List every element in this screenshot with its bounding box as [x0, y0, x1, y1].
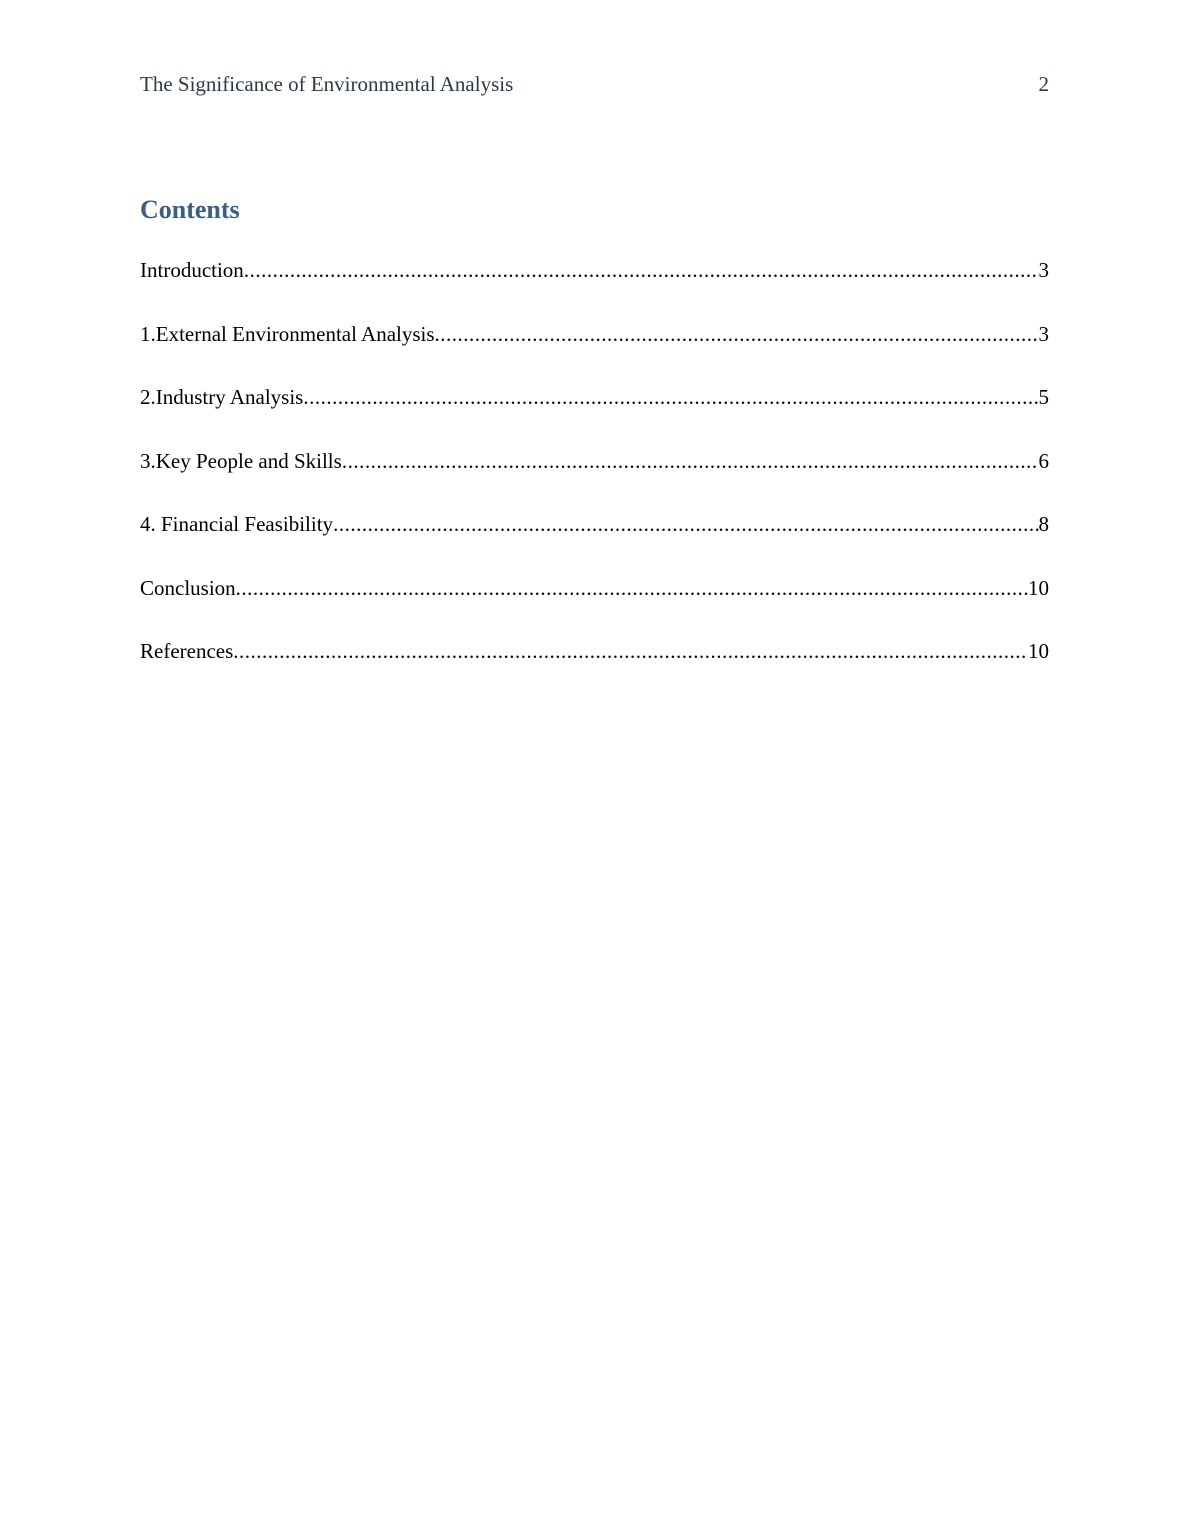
toc-entry-conclusion[interactable]	[140, 574, 1049, 638]
page-number: 2	[1038, 72, 1049, 96]
toc-entry-page: 10	[1028, 575, 1049, 600]
toc-entry-label: 4. Financial Feasibility	[140, 512, 334, 536]
toc-entry-page: 8	[1038, 512, 1049, 536]
toc-dot-leader	[244, 256, 1039, 284]
toc-entry-page: 10	[1028, 639, 1049, 663]
toc-dot-leader	[303, 383, 1038, 411]
toc-entry-page: 5	[1038, 385, 1049, 409]
toc-entry-page: 6	[1038, 448, 1049, 473]
running-header	[140, 70, 1049, 98]
toc-dot-leader	[342, 447, 1039, 475]
toc-entry-label: 1.External Environmental Analysis	[140, 321, 435, 346]
toc-entry-introduction[interactable]	[140, 256, 1049, 320]
table-of-contents	[140, 256, 1049, 701]
toc-entry-label: Conclusion	[140, 575, 236, 600]
toc-heading: Contents	[140, 195, 240, 224]
toc-entry-external-environmental-analysis[interactable]	[140, 320, 1049, 384]
toc-entry-page: 3	[1038, 321, 1049, 346]
toc-entry-label: 2.Industry Analysis	[140, 385, 304, 409]
toc-entry-financial-feasibility[interactable]	[140, 510, 1049, 574]
toc-entry-label: References	[140, 639, 234, 663]
toc-entry-label: 3.Key People and Skills	[140, 448, 342, 473]
toc-dot-leader	[236, 574, 1028, 602]
toc-entry-label: Introduction	[140, 258, 244, 282]
toc-dot-leader	[333, 510, 1038, 538]
toc-entry-page: 3	[1038, 258, 1049, 282]
toc-entry-key-people-and-skills[interactable]	[140, 447, 1049, 511]
toc-dot-leader	[435, 320, 1039, 348]
running-title: The Significance of Environmental Analysis	[140, 72, 514, 96]
toc-entry-references[interactable]	[140, 637, 1049, 701]
toc-dot-leader	[233, 637, 1028, 665]
toc-entry-industry-analysis[interactable]	[140, 383, 1049, 447]
